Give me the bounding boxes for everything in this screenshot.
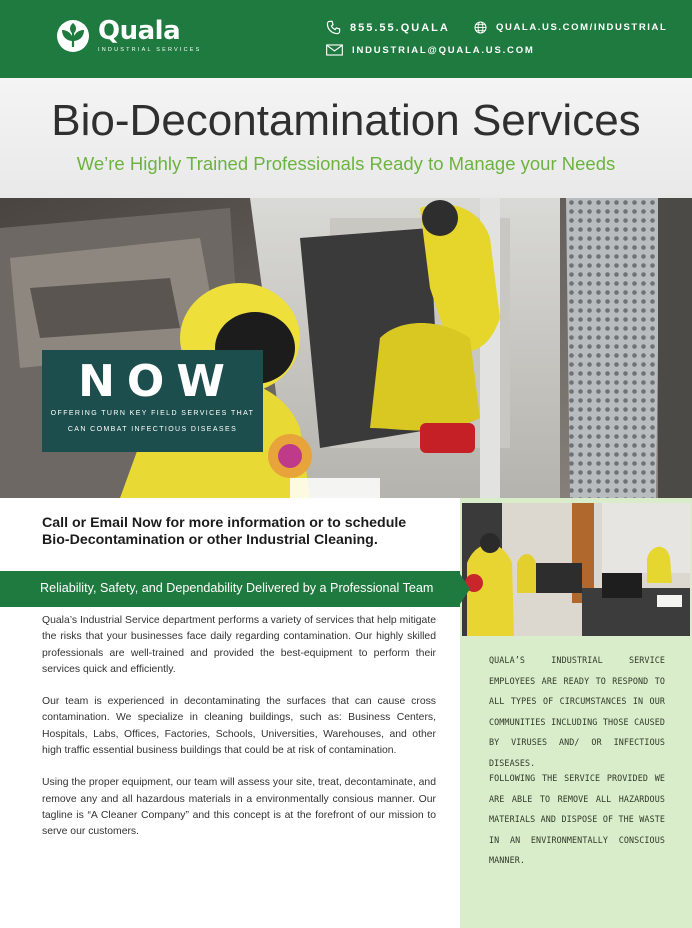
phone-icon xyxy=(326,20,341,35)
body-paragraph-3: Using the proper equipment, our team will assess your site, treat, decontaminate, and remove any and all hazardous materials in a environmentally consious manner. Our tagline is “A Cleaner Company” and this concept is at the forefront of our mission to serve our customers. xyxy=(42,777,436,838)
email-contact[interactable] xyxy=(326,44,535,56)
now-callout xyxy=(42,350,263,452)
title-band xyxy=(0,78,692,198)
brand-tagline: INDUSTRIAL SERVICES xyxy=(98,47,202,53)
globe-icon xyxy=(474,21,487,34)
office-decontamination-illustration xyxy=(462,503,690,636)
cta-line-1: Call or Email Now for more information or to schedule xyxy=(42,515,407,531)
now-heading: NOW xyxy=(78,356,237,407)
page-subtitle: We’re Highly Trained Professionals Ready to Manage your Needs xyxy=(76,153,616,174)
phone-number: 855.55.QUALA xyxy=(350,21,450,34)
banner-arrow xyxy=(458,571,470,607)
cta-line-2: Bio-Decontamination or other Industrial Cleaning. xyxy=(42,532,378,548)
body-paragraph-2: Our team is experienced in decontaminating the surfaces that can cause cross contamination. We specialize in cleaning buildings, such as: Business Centers, Hospitals, Labs, Offices, Factories, Schools, Universities, Warehouses, and other high traffic essential business buildings that could be at risk of contamination. xyxy=(42,696,436,757)
hazmat-workers-illustration xyxy=(0,198,692,498)
sidebar-text-readiness: QUALA’S INDUSTRIAL SERVICE EMPLOYEES ARE READY TO RESPOND TO ALL TYPES OF CIRCUMSTANCES IN OUR COMMUNITIES INCLUDING THOSE CAUSED BY VIRUSES AND/ OR INFECTIOUS DISEASES. xyxy=(489,655,665,768)
now-line-2: CAN COMBAT INFECTIOUS DISEASES xyxy=(67,426,238,433)
sidebar-text-disposal: FOLLOWING THE SERVICE PROVIDED WE ARE ABLE TO REMOVE ALL HAZARDOUS MATERIALS AND DISPOSE OF THE WASTE IN AN ENVIRONMENTALLY CONSCIOUS MANNER. xyxy=(489,773,665,865)
phone-contact[interactable] xyxy=(326,20,450,35)
section-banner xyxy=(0,571,460,607)
now-line-1: OFFERING TURN KEY FIELD SERVICES THAT xyxy=(50,410,255,417)
section-banner-text: Reliability, Safety, and Dependability Delivered by a Professional Team xyxy=(40,581,434,595)
brand-logo[interactable] xyxy=(56,18,202,53)
page-title: Bio-Decontamination Services xyxy=(51,96,641,145)
office-cleaning-photo xyxy=(462,503,690,636)
body-paragraph-1: Quala’s Industrial Service department performs a variety of services that help mitigate the risks that your businesses face daily regarding contamination. Our highly skilled professionals are well-trained and provided the best-equipment to perform their services quick and efficiently. xyxy=(42,615,436,675)
website-contact[interactable] xyxy=(474,21,667,34)
call-to-action xyxy=(42,515,442,549)
email-address: INDUSTRIAL@QUALA.US.COM xyxy=(352,44,535,56)
website-url: QUALA.US.COM/INDUSTRIAL xyxy=(496,22,668,33)
header-bar xyxy=(0,0,692,78)
leaf-logo-icon xyxy=(56,19,90,53)
body-copy xyxy=(42,613,436,857)
hero-photo xyxy=(0,198,692,498)
brand-name: Quala xyxy=(98,16,181,46)
envelope-icon xyxy=(326,44,343,56)
